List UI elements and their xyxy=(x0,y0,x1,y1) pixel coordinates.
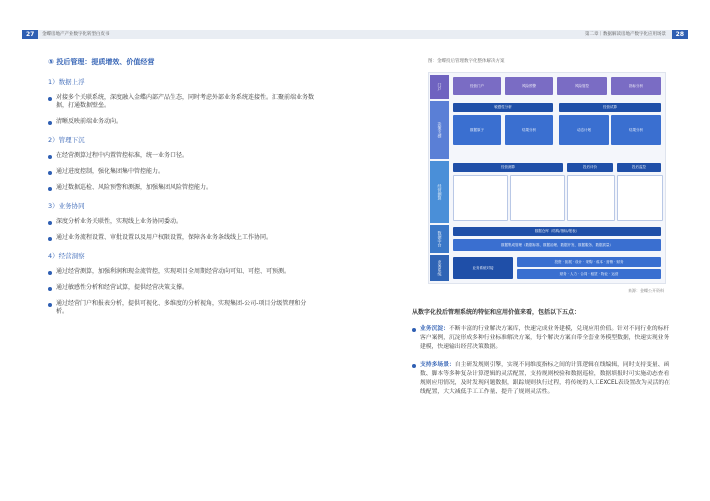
block-title: 3）业务协同 xyxy=(48,202,85,210)
bullet-item: 深度分析业务关联性，实现线上业务协同委动。 xyxy=(48,218,318,226)
bullet-item: 通过进度控制，强化集团集中管控能力。 xyxy=(48,168,318,176)
band-portal: 门户 xyxy=(430,75,449,99)
band-calculation: 经营测算 xyxy=(430,161,449,223)
feature-item xyxy=(412,325,672,352)
diagram-box: 结果分析 xyxy=(611,115,661,145)
bullet-item: 通过敏感性分析和经营试算，提供经营决策支撑。 xyxy=(48,284,318,292)
bullet-item: 通过业务流程设置、审批设置以及用户权限设置，保障各业务条线线上工作协同。 xyxy=(48,234,318,242)
figure-title: 图：金蝶投后管理数字化整体解决方案 xyxy=(428,59,505,64)
figure-source: 来源：金蝶公开资料 xyxy=(628,288,664,293)
diagram-box: 投资 · 拓展 · 设计 · 采购 · 成本 · 营销 · 财务 xyxy=(517,257,661,267)
band-systems: 业务系统 xyxy=(430,255,449,281)
feature-text: 自主研发规则引擎，实现不同维度指标之间的计算逻辑在线编辑，同时支持变量、函数、脚本等多种复杂计算逻辑的灵活配置，支持规则校验和数据巡检，数据填报时可实施动态查看规则应用情况，及时发现问题数据，跟踪规则执行过程，将传统的人工EXCEL表设置改为灵活的在线配置，大大减低手工工作量、提升了规则灵活性。 xyxy=(420,362,671,395)
diagram-box: 风险管控 xyxy=(557,77,607,95)
diagram-box: 指标分析 xyxy=(611,77,661,95)
band-data: 数据中台 xyxy=(430,225,449,253)
feature-text: 不断丰富的行业解决方案库，快速完成业务建模，兑现应用价值。针对不同行业的标杆客户案例，沉淀形成多种行业标准解决方案，每个解决方案自带全套业务模型数据，快速实现业务建模，快速输出经营决策数据。 xyxy=(420,326,670,350)
bullet-item: 通过数据巡检、风险预警和测源，加强集团风险管控能力。 xyxy=(48,184,318,192)
feature-label: 支持多场景： xyxy=(420,362,455,368)
feature-item xyxy=(412,361,672,397)
right-running-title: 第二章｜数据解读房地产数字化应用场景 xyxy=(585,32,666,37)
diagram-box: 经营门户 xyxy=(453,77,501,95)
bullet-item: 清晰反映前端业务动向。 xyxy=(48,118,318,126)
diagram-box xyxy=(453,175,508,221)
band-decision: 决策支撑 xyxy=(430,101,449,159)
diagram-box: 投后监控 xyxy=(617,163,661,172)
running-header xyxy=(22,30,688,39)
block-title: 1）数据上浮 xyxy=(48,78,85,86)
diagram-box xyxy=(510,175,565,221)
bullet-item: 通过经营测算，加强利润和现金流管控，实现项目全周期经营动向可知、可控、可预测。 xyxy=(48,268,318,276)
diagram-box xyxy=(617,175,663,221)
feature-label: 业务沉淀： xyxy=(420,326,449,332)
diagram-box: 财务 · 人力 · 合同 · 租赁 · 物业 · 运营 xyxy=(517,269,661,279)
diagram-box xyxy=(567,175,615,221)
diagram-box: 风险预警 xyxy=(505,77,553,95)
diagram-box: 数据仓库（结构/指标/报表） xyxy=(453,227,661,236)
architecture-diagram xyxy=(428,72,666,284)
diagram-box: 经营试算 xyxy=(559,103,661,112)
left-page-number: 27 xyxy=(22,30,38,39)
left-page-body xyxy=(48,58,318,324)
right-page-body xyxy=(412,308,672,406)
diagram-box: 业务系统对接 xyxy=(453,257,513,279)
right-page-number: 28 xyxy=(672,30,688,39)
block-title: 4）经营洞察 xyxy=(48,252,85,260)
bullet-item: 通过经营门户和报表分析，提供可视化、多维度的分析视角，实现集团-公司-项目分级管理和分析。 xyxy=(48,300,318,316)
diagram-box: 数据集成管理（数据标准、数据治理、数据开发、数据服务、数据质量） xyxy=(453,239,661,251)
diagram-box: 数据原子 xyxy=(453,115,501,145)
right-header xyxy=(355,30,688,39)
diagram-box: 敏感性分析 xyxy=(453,103,553,112)
diagram-box: 投后评价 xyxy=(567,163,613,172)
left-header xyxy=(22,30,355,39)
right-heading: 从数字化投后管理系统的特征和应用价值来看，包括以下五点： xyxy=(412,309,581,316)
bullet-item: 在经营测算过程中内置管控标准，统一业务口径。 xyxy=(48,152,318,160)
section-title: ⑤ 投后管理：提质增效、价值经营 xyxy=(48,58,155,66)
diagram-box: 结果分析 xyxy=(505,115,553,145)
diagram-box: 动态计划 xyxy=(559,115,609,145)
bullet-item: 对接多个关联系统，深度融入金蝶内部产品生态，同时考虑外部业务系统连接性。汇聚前端业务数据，打通数据壁垒。 xyxy=(48,94,318,110)
block-title: 2）管理下沉 xyxy=(48,136,85,144)
left-running-title: 金蝶房地产产业数字化转型白皮书 xyxy=(42,32,110,37)
diagram-box: 经营测算 xyxy=(453,163,563,172)
